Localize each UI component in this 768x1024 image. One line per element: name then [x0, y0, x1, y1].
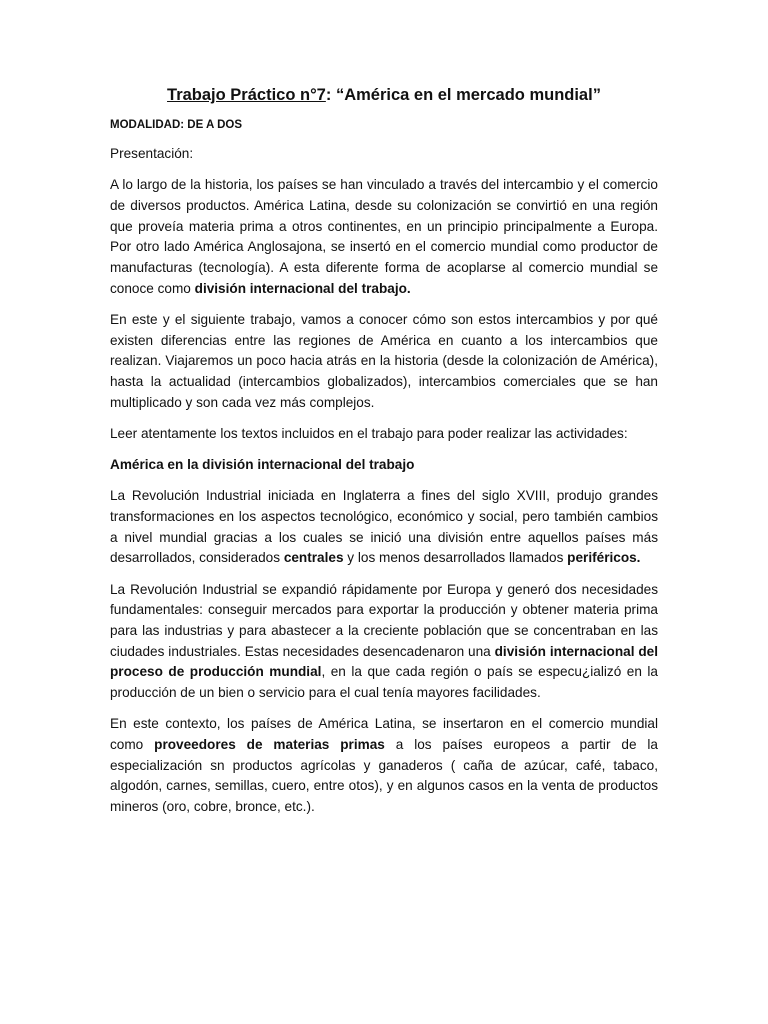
p5-bold: división internacional del proceso de producción mundial	[110, 643, 658, 680]
paragraph-5	[110, 580, 658, 704]
p6-bold: proveedores de materias primas	[154, 737, 385, 753]
p5-text-c: , en la que cada región o país se especu¿ializó en la producción de un bien o servicio para el cual tenía mayores facilidades.	[110, 664, 658, 701]
p4-bold-perifericos: periféricos.	[567, 550, 641, 566]
p4-text-a: La Revolución Industrial iniciada en Inglaterra a fines del siglo XVIII, produjo grandes transformaciones en los aspectos tecnológico, económico y social, pero también cambios a nivel mundial gracias a los cuales se inició una división entre aquellos países más desarrollados, considerados	[110, 488, 658, 566]
section-heading: América en la división internacional del trabajo	[110, 457, 415, 473]
p6-text-c: a los países europeos a partir de la especialización sn productos agrícolas y ganaderos ( caña de azúcar, café, tabaco, algodón, carnes, semillas, cuero, entre otos), y en algunos casos en la venta de productos mineros (oro, cobre, bronce, etc.).	[110, 737, 658, 815]
paragraph-3: Leer atentamente los textos incluidos en el trabajo para poder realizar las actividades:	[110, 425, 628, 441]
document-title	[110, 86, 658, 105]
p5-text-a: La Revolución Industrial se expandió rápidamente por Europa y generó dos necesidades fundamentales: conseguir mercados para exportar la producción y obtener materia prima para las industrias y para abastecer a la creciente población que se concentraban en las ciudades industriales. Estas necesidades desencadenaron una	[110, 581, 658, 659]
presentacion-label: Presentación:	[110, 146, 194, 161]
p4-bold-centrales: centrales	[283, 550, 344, 566]
title-underlined: Trabajo Práctico n°7	[167, 86, 326, 104]
paragraph-4	[110, 486, 658, 569]
paragraph-2: En este y el siguiente trabajo, vamos a conocer cómo son estos intercambios y por qué existen diferencias entre las regiones de América en cuanto a los intercambios que realizan. Viajaremos un poco hacia atrás en la historia (desde la colonización de América), hasta la actualidad (intercambios globalizados), intercambios comerciales que se han multiplicado y son cada vez más complejos.	[110, 311, 658, 410]
p1-text: A lo largo de la historia, los países se han vinculado a través del intercambio y el comercio de diversos productos. América Latina, desde su colonización se convirtió en una región que proveía materia prima a otros continentes, en un principio principalmente a Europa. Por otro lado América Anglosajona, se insertó en el comercio mundial como productor de manufacturas (tecnología). A esta diferente forma de acoplarse al comercio mundial se conoce como	[110, 177, 658, 296]
document-page	[110, 86, 658, 828]
modalidad-line: MODALIDAD: DE A DOS	[110, 119, 243, 131]
title-rest: : “América en el mercado mundial”	[325, 86, 601, 104]
paragraph-1	[110, 175, 658, 299]
p6-text-a: En este contexto, los países de América Latina, se insertaron en el comercio mundial como	[110, 716, 658, 753]
p1-bold: división internacional del trabajo.	[194, 280, 411, 296]
p4-text-c: y los menos desarrollados llamados	[343, 550, 568, 566]
paragraph-6	[110, 714, 658, 818]
